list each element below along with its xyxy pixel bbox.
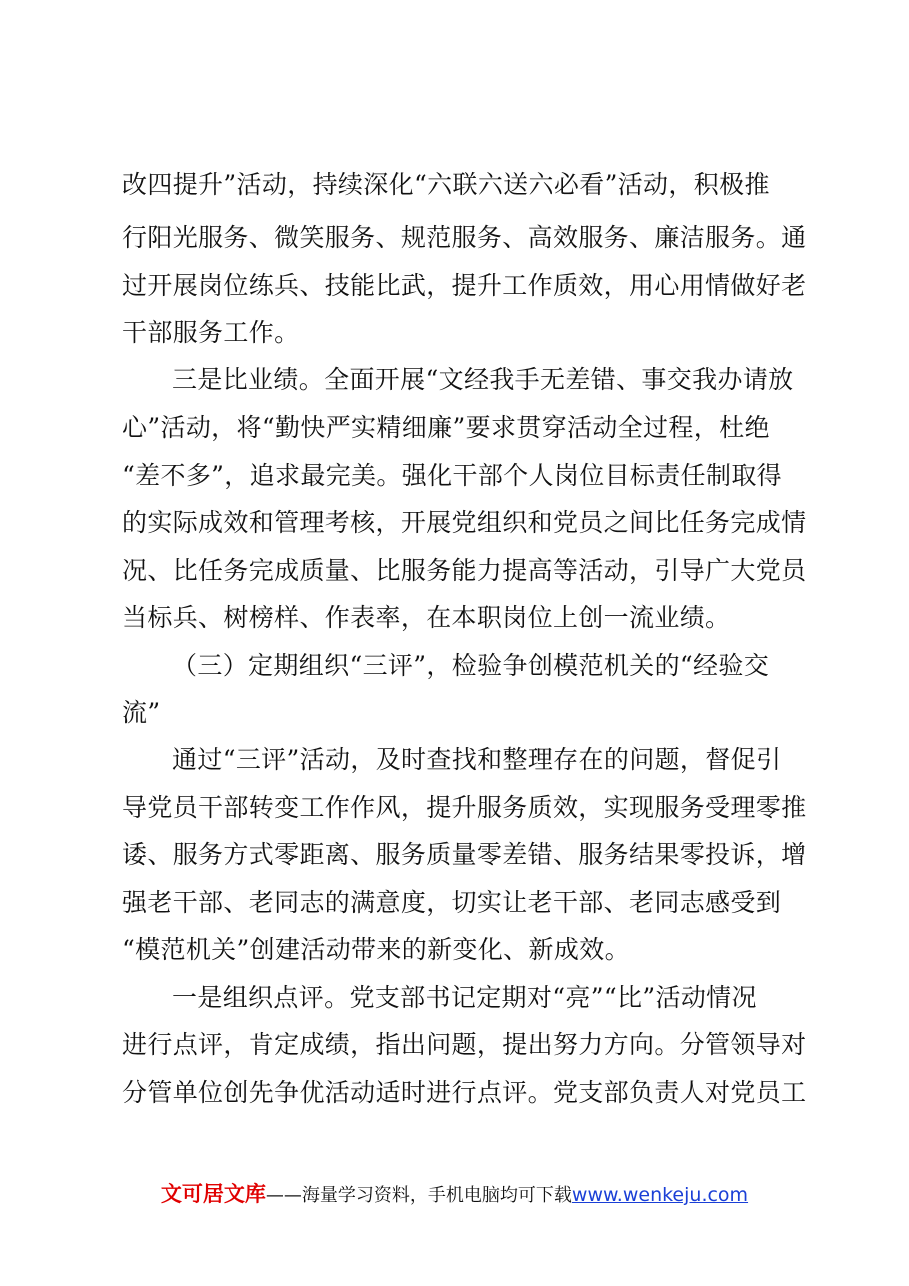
website-link[interactable]: www.wenkeju.com [571, 1184, 749, 1206]
text-line: 心”活动，将“勤快严实精细廉”要求贯穿活动全过程，杜绝 [122, 413, 770, 442]
text-line: 干部服务工作。 [122, 318, 300, 347]
text-line: 三是比业绩。全面开展“文经我手无差错、事交我办请放 [172, 365, 794, 394]
text-line: 进行点评，肯定成绩，指出问题，提出努力方向。分管领导对 [122, 1030, 807, 1059]
section-heading: （三）定期组织“三评”，检验争创模范机关的“经验交 [172, 651, 770, 680]
brand-name: 文可居文库 [160, 1182, 266, 1206]
text-line: “差不多”，追求最完美。强化干部个人岗位目标责任制取得 [122, 461, 783, 490]
text-line: 行阳光服务、微笑服务、规范服务、高效服务、廉洁服务。通 [122, 223, 807, 252]
text-line: 通过“三评”活动，及时查找和整理存在的问题，督促引 [172, 745, 782, 774]
text-line: 当标兵、树榜样、作表率，在本职岗位上创一流业绩。 [122, 603, 731, 632]
text-line: 诿、服务方式零距离、服务质量零差错、服务结果零投诉，增 [122, 840, 807, 869]
text-line: 分管单位创先争优活动适时进行点评。党支部负责人对党员工 [122, 1078, 807, 1107]
text-line: 改四提升”活动，持续深化“六联六送六必看”活动，积极推 [122, 170, 770, 199]
footer-tagline: ——海量学习资料，手机电脑均可下载 [265, 1185, 572, 1206]
text-line: “模范机关”创建活动带来的新变化、新成效。 [122, 935, 630, 964]
text-line: 一是组织点评。党支部书记定期对“亮”“比”活动情况 [172, 983, 757, 1012]
text-line: 况、比任务完成质量、比服务能力提高等活动，引导广大党员 [122, 556, 807, 585]
text-line: 强老干部、老同志的满意度，切实让老干部、老同志感受到 [122, 888, 782, 917]
text-line: 过开展岗位练兵、技能比武，提升工作质效，用心用情做好老 [122, 271, 807, 300]
footer-banner [0, 1181, 909, 1209]
text-line: 的实际成效和管理考核，开展党组织和党员之间比任务完成情 [122, 508, 807, 537]
section-heading-continuation: 流” [122, 698, 161, 727]
text-line: 导党员干部转变工作作风，提升服务质效，实现服务受理零推 [122, 793, 807, 822]
